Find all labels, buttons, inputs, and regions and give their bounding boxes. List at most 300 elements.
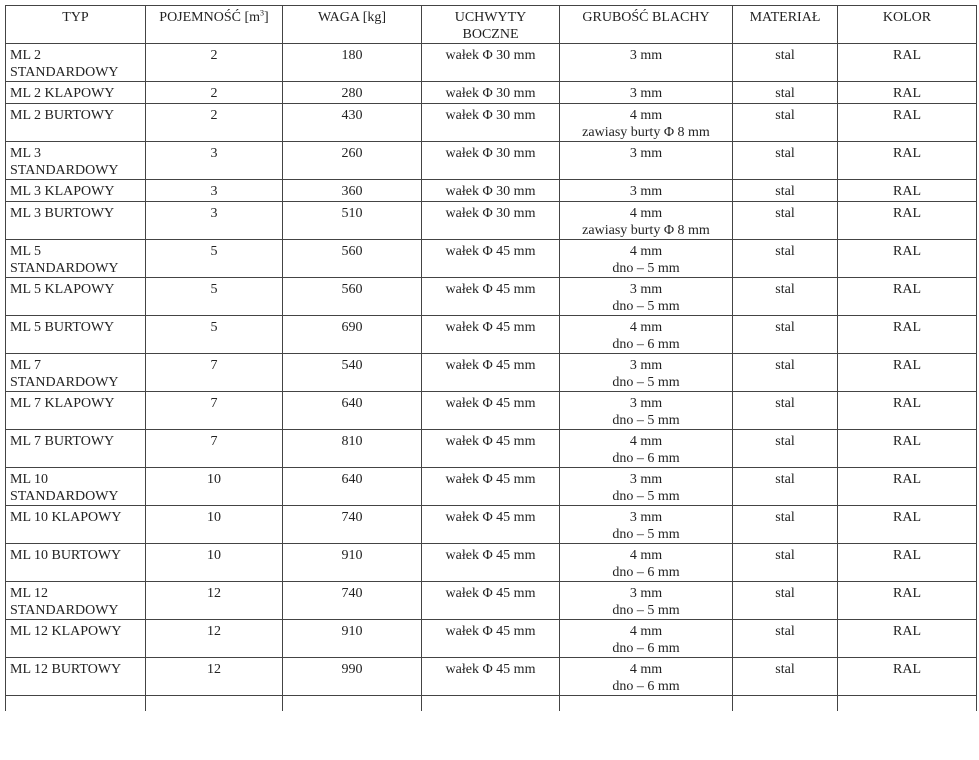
cell-typ-line1: ML 12 KLAPOWY <box>10 624 122 639</box>
cell-pojemnosc <box>146 506 283 544</box>
cell-pojemnosc-value: 2 <box>210 48 218 63</box>
cell-kolor-value: RAL <box>893 146 921 161</box>
table-row <box>6 620 977 658</box>
cell-waga <box>283 392 422 430</box>
cell-typ <box>6 104 146 142</box>
cell-grubosc-line2: dno – 6 mm <box>612 565 680 580</box>
cell-typ-line1: ML 7 <box>10 358 41 373</box>
cell-waga <box>283 202 422 240</box>
cell-pojemnosc-value: 12 <box>207 624 221 639</box>
cell-waga <box>283 180 422 202</box>
cell-typ-line1: ML 10 <box>10 472 48 487</box>
header-kolor: KOLOR <box>838 6 977 44</box>
cell-grubosc <box>560 468 733 506</box>
cell-pojemnosc <box>146 544 283 582</box>
cell-kolor <box>838 142 977 180</box>
cell-uchwyty <box>422 240 560 278</box>
cell-material-value: stal <box>775 206 795 221</box>
cell-kolor <box>838 658 977 696</box>
cell-grubosc-line2: dno – 6 mm <box>612 337 680 352</box>
cell-material <box>733 104 838 142</box>
cell-material-value: stal <box>775 548 795 563</box>
table-row <box>6 180 977 202</box>
cell-pojemnosc <box>146 620 283 658</box>
cell-typ <box>6 506 146 544</box>
cell-typ <box>6 658 146 696</box>
cell-grubosc-line2: dno – 5 mm <box>612 603 680 618</box>
cell-material <box>733 468 838 506</box>
cell-kolor <box>838 82 977 104</box>
cell-material <box>733 82 838 104</box>
cell-material <box>733 202 838 240</box>
table-body <box>6 44 977 712</box>
cell-uchwyty-value: wałek Φ 45 mm <box>445 282 536 297</box>
cell-pojemnosc-value: 2 <box>210 108 218 123</box>
cell-waga-value: 640 <box>341 396 363 411</box>
cell-kolor-value: RAL <box>893 358 921 373</box>
cell-grubosc-line1: 4 mm <box>629 624 663 639</box>
cell-pojemnosc <box>146 468 283 506</box>
cell-waga-value: 260 <box>341 146 363 161</box>
cell-uchwyty-value: wałek Φ 45 mm <box>445 396 536 411</box>
cell-typ <box>6 468 146 506</box>
cell-material <box>733 506 838 544</box>
cell-typ-line2: STANDARDOWY <box>10 65 119 80</box>
cell-typ <box>6 180 146 202</box>
cell-waga-value: 560 <box>341 282 363 297</box>
cell-material-value: stal <box>775 586 795 601</box>
header-pojemnosc <box>146 6 283 44</box>
cell-grubosc-line2: dno – 6 mm <box>612 451 680 466</box>
header-uchwyty-line1: UCHWYTY <box>454 10 527 25</box>
cell-uchwyty-value: wałek Φ 45 mm <box>445 548 536 563</box>
cell-typ-line1: ML 10 KLAPOWY <box>10 510 122 525</box>
cell-kolor <box>838 104 977 142</box>
cell-kolor-value: RAL <box>893 624 921 639</box>
cell-uchwyty <box>422 582 560 620</box>
cell-pojemnosc-value: 3 <box>210 184 218 199</box>
cell-pojemnosc <box>146 582 283 620</box>
cell-waga <box>283 278 422 316</box>
cell-empty <box>146 696 283 712</box>
cell-grubosc <box>560 202 733 240</box>
cell-uchwyty <box>422 316 560 354</box>
table-row-partial <box>6 696 977 712</box>
cell-uchwyty-value: wałek Φ 30 mm <box>445 48 536 63</box>
cell-uchwyty-value: wałek Φ 45 mm <box>445 586 536 601</box>
cell-typ-line1: ML 3 BURTOWY <box>10 206 115 221</box>
cell-grubosc-line1: 4 mm <box>629 662 663 677</box>
cell-uchwyty <box>422 430 560 468</box>
cell-grubosc-line2: zawiasy burty Φ 8 mm <box>582 223 710 238</box>
cell-waga-value: 510 <box>341 206 363 221</box>
cell-kolor <box>838 430 977 468</box>
cell-grubosc <box>560 392 733 430</box>
cell-typ-line1: ML 7 KLAPOWY <box>10 396 115 411</box>
cell-uchwyty-value: wałek Φ 45 mm <box>445 434 536 449</box>
cell-uchwyty <box>422 392 560 430</box>
cell-grubosc <box>560 544 733 582</box>
cell-kolor-value: RAL <box>893 48 921 63</box>
cell-pojemnosc <box>146 430 283 468</box>
cell-waga <box>283 240 422 278</box>
cell-typ-line2: STANDARDOWY <box>10 261 119 276</box>
cell-grubosc <box>560 44 733 82</box>
cell-kolor-value: RAL <box>893 396 921 411</box>
cell-empty <box>283 696 422 712</box>
table-row <box>6 658 977 696</box>
cell-kolor-value: RAL <box>893 108 921 123</box>
cell-empty <box>733 696 838 712</box>
cell-material <box>733 316 838 354</box>
cell-typ-line2: STANDARDOWY <box>10 489 119 504</box>
cell-grubosc-line2: dno – 5 mm <box>612 375 680 390</box>
cell-uchwyty <box>422 44 560 82</box>
cell-grubosc-line1: 3 mm <box>629 48 663 63</box>
cell-pojemnosc-value: 3 <box>210 206 218 221</box>
table-row <box>6 142 977 180</box>
cell-typ-line1: ML 2 KLAPOWY <box>10 86 115 101</box>
cell-typ <box>6 430 146 468</box>
cell-grubosc <box>560 180 733 202</box>
cell-grubosc-line2: dno – 5 mm <box>612 489 680 504</box>
header-uchwyty <box>422 6 560 44</box>
cell-waga-value: 280 <box>341 86 363 101</box>
cell-kolor-value: RAL <box>893 662 921 677</box>
header-pojemnosc-sup: 3 <box>260 8 265 18</box>
cell-material <box>733 544 838 582</box>
cell-typ-line1: ML 12 BURTOWY <box>10 662 122 677</box>
cell-grubosc-line2: dno – 6 mm <box>612 641 680 656</box>
cell-uchwyty-value: wałek Φ 45 mm <box>445 358 536 373</box>
cell-empty <box>560 696 733 712</box>
cell-uchwyty-value: wałek Φ 45 mm <box>445 320 536 335</box>
cell-empty <box>838 696 977 712</box>
cell-waga <box>283 44 422 82</box>
cell-typ <box>6 240 146 278</box>
cell-grubosc-line1: 3 mm <box>629 86 663 101</box>
header-row <box>6 6 977 44</box>
cell-material <box>733 620 838 658</box>
cell-kolor-value: RAL <box>893 320 921 335</box>
cell-waga <box>283 506 422 544</box>
cell-grubosc <box>560 104 733 142</box>
header-pojemnosc-end: ] <box>264 10 269 25</box>
cell-grubosc-line1: 4 mm <box>629 108 663 123</box>
cell-grubosc-line2: dno – 5 mm <box>612 261 680 276</box>
cell-typ-line1: ML 5 BURTOWY <box>10 320 115 335</box>
cell-grubosc <box>560 240 733 278</box>
cell-typ-line2: STANDARDOWY <box>10 163 119 178</box>
cell-pojemnosc <box>146 202 283 240</box>
cell-pojemnosc-value: 7 <box>210 396 218 411</box>
table-row <box>6 468 977 506</box>
cell-material <box>733 392 838 430</box>
cell-pojemnosc-value: 12 <box>207 586 221 601</box>
cell-pojemnosc <box>146 658 283 696</box>
cell-waga-value: 810 <box>341 434 363 449</box>
cell-uchwyty-value: wałek Φ 45 mm <box>445 624 536 639</box>
cell-typ-line1: ML 2 <box>10 48 41 63</box>
cell-grubosc-line1: 3 mm <box>629 586 663 601</box>
cell-pojemnosc <box>146 44 283 82</box>
cell-grubosc <box>560 430 733 468</box>
cell-pojemnosc-value: 7 <box>210 434 218 449</box>
cell-uchwyty-value: wałek Φ 45 mm <box>445 244 536 259</box>
cell-pojemnosc-value: 5 <box>210 320 218 335</box>
cell-typ <box>6 82 146 104</box>
cell-kolor-value: RAL <box>893 282 921 297</box>
cell-typ-line1: ML 10 BURTOWY <box>10 548 122 563</box>
cell-uchwyty <box>422 354 560 392</box>
cell-empty <box>6 696 146 712</box>
cell-pojemnosc-value: 7 <box>210 358 218 373</box>
cell-waga-value: 740 <box>341 510 363 525</box>
cell-material <box>733 44 838 82</box>
cell-kolor-value: RAL <box>893 586 921 601</box>
cell-typ <box>6 44 146 82</box>
table-row <box>6 392 977 430</box>
cell-grubosc-line2: dno – 5 mm <box>612 299 680 314</box>
cell-material <box>733 240 838 278</box>
cell-grubosc <box>560 506 733 544</box>
cell-grubosc-line1: 4 mm <box>629 320 663 335</box>
cell-grubosc <box>560 316 733 354</box>
cell-uchwyty <box>422 82 560 104</box>
cell-waga-value: 910 <box>341 624 363 639</box>
cell-waga-value: 690 <box>341 320 363 335</box>
cell-kolor <box>838 278 977 316</box>
table-row <box>6 430 977 468</box>
header-typ: TYP <box>6 6 146 44</box>
cell-material-value: stal <box>775 320 795 335</box>
cell-waga <box>283 82 422 104</box>
cell-pojemnosc-value: 10 <box>207 472 221 487</box>
cell-uchwyty <box>422 278 560 316</box>
cell-typ-line2: STANDARDOWY <box>10 375 119 390</box>
cell-kolor <box>838 44 977 82</box>
cell-pojemnosc-value: 10 <box>207 510 221 525</box>
cell-waga <box>283 582 422 620</box>
cell-waga <box>283 620 422 658</box>
cell-grubosc-line1: 3 mm <box>629 146 663 161</box>
cell-grubosc <box>560 582 733 620</box>
cell-grubosc-line2: dno – 6 mm <box>612 679 680 694</box>
table-row <box>6 506 977 544</box>
cell-empty <box>422 696 560 712</box>
cell-grubosc-line1: 4 mm <box>629 548 663 563</box>
cell-grubosc <box>560 658 733 696</box>
cell-waga-value: 180 <box>341 48 363 63</box>
cell-pojemnosc-value: 2 <box>210 86 218 101</box>
table-row <box>6 202 977 240</box>
cell-typ <box>6 354 146 392</box>
header-waga: WAGA [kg] <box>283 6 422 44</box>
cell-material-value: stal <box>775 184 795 199</box>
cell-material <box>733 142 838 180</box>
cell-kolor-value: RAL <box>893 184 921 199</box>
cell-grubosc-line1: 4 mm <box>629 434 663 449</box>
cell-grubosc-line1: 3 mm <box>629 396 663 411</box>
table-row <box>6 82 977 104</box>
cell-waga <box>283 658 422 696</box>
cell-kolor <box>838 582 977 620</box>
cell-waga <box>283 316 422 354</box>
cell-material-value: stal <box>775 86 795 101</box>
cell-kolor-value: RAL <box>893 86 921 101</box>
cell-pojemnosc <box>146 278 283 316</box>
spec-table <box>5 5 977 711</box>
cell-material-value: stal <box>775 48 795 63</box>
cell-waga-value: 560 <box>341 244 363 259</box>
cell-kolor <box>838 240 977 278</box>
table-row <box>6 582 977 620</box>
cell-pojemnosc-value: 10 <box>207 548 221 563</box>
cell-material <box>733 658 838 696</box>
cell-typ-line1: ML 5 <box>10 244 41 259</box>
table-row <box>6 544 977 582</box>
cell-typ-line1: ML 12 <box>10 586 48 601</box>
cell-kolor <box>838 468 977 506</box>
cell-uchwyty-value: wałek Φ 30 mm <box>445 108 536 123</box>
cell-material-value: stal <box>775 244 795 259</box>
cell-kolor <box>838 180 977 202</box>
cell-waga <box>283 354 422 392</box>
cell-typ <box>6 142 146 180</box>
cell-uchwyty <box>422 142 560 180</box>
cell-typ-line1: ML 5 KLAPOWY <box>10 282 115 297</box>
cell-pojemnosc-value: 5 <box>210 282 218 297</box>
cell-waga <box>283 142 422 180</box>
cell-grubosc-line1: 4 mm <box>629 206 663 221</box>
cell-grubosc-line1: 4 mm <box>629 244 663 259</box>
cell-uchwyty <box>422 180 560 202</box>
cell-grubosc-line1: 3 mm <box>629 184 663 199</box>
cell-grubosc <box>560 82 733 104</box>
cell-grubosc-line1: 3 mm <box>629 510 663 525</box>
cell-pojemnosc <box>146 104 283 142</box>
cell-kolor <box>838 202 977 240</box>
cell-uchwyty-value: wałek Φ 45 mm <box>445 662 536 677</box>
cell-pojemnosc <box>146 354 283 392</box>
cell-pojemnosc <box>146 82 283 104</box>
cell-waga-value: 360 <box>341 184 363 199</box>
cell-typ-line1: ML 2 BURTOWY <box>10 108 115 123</box>
cell-typ-line1: ML 3 KLAPOWY <box>10 184 115 199</box>
cell-pojemnosc <box>146 316 283 354</box>
cell-kolor-value: RAL <box>893 510 921 525</box>
cell-grubosc <box>560 354 733 392</box>
cell-waga-value: 990 <box>341 662 363 677</box>
cell-material-value: stal <box>775 662 795 677</box>
cell-typ <box>6 544 146 582</box>
cell-typ <box>6 392 146 430</box>
table-row <box>6 278 977 316</box>
cell-material-value: stal <box>775 472 795 487</box>
cell-waga-value: 430 <box>341 108 363 123</box>
cell-material-value: stal <box>775 510 795 525</box>
table-row <box>6 354 977 392</box>
header-material: MATERIAŁ <box>733 6 838 44</box>
cell-kolor-value: RAL <box>893 548 921 563</box>
cell-grubosc-line2: zawiasy burty Φ 8 mm <box>582 125 710 140</box>
cell-waga <box>283 430 422 468</box>
cell-uchwyty <box>422 202 560 240</box>
cell-kolor-value: RAL <box>893 434 921 449</box>
cell-uchwyty <box>422 468 560 506</box>
cell-waga <box>283 468 422 506</box>
cell-material <box>733 278 838 316</box>
cell-typ-line1: ML 3 <box>10 146 41 161</box>
cell-typ <box>6 620 146 658</box>
cell-kolor <box>838 620 977 658</box>
cell-grubosc-line2: dno – 5 mm <box>612 413 680 428</box>
header-uchwyty-line2: BOCZNE <box>462 27 519 42</box>
cell-uchwyty-value: wałek Φ 30 mm <box>445 86 536 101</box>
cell-kolor <box>838 506 977 544</box>
cell-material-value: stal <box>775 108 795 123</box>
cell-uchwyty <box>422 104 560 142</box>
cell-uchwyty <box>422 506 560 544</box>
cell-typ <box>6 316 146 354</box>
cell-grubosc <box>560 620 733 658</box>
cell-material-value: stal <box>775 396 795 411</box>
cell-waga-value: 740 <box>341 586 363 601</box>
cell-material-value: stal <box>775 282 795 297</box>
cell-waga-value: 640 <box>341 472 363 487</box>
cell-pojemnosc <box>146 392 283 430</box>
cell-pojemnosc <box>146 240 283 278</box>
cell-typ-line2: STANDARDOWY <box>10 603 119 618</box>
cell-material <box>733 582 838 620</box>
table-row <box>6 44 977 82</box>
cell-uchwyty-value: wałek Φ 30 mm <box>445 206 536 221</box>
cell-kolor <box>838 544 977 582</box>
cell-uchwyty <box>422 658 560 696</box>
header-grubosc: GRUBOŚĆ BLACHY <box>560 6 733 44</box>
table-row <box>6 240 977 278</box>
cell-uchwyty-value: wałek Φ 45 mm <box>445 472 536 487</box>
cell-uchwyty-value: wałek Φ 30 mm <box>445 184 536 199</box>
cell-material-value: stal <box>775 624 795 639</box>
cell-material-value: stal <box>775 434 795 449</box>
cell-kolor-value: RAL <box>893 244 921 259</box>
cell-pojemnosc <box>146 180 283 202</box>
cell-material <box>733 354 838 392</box>
cell-material <box>733 430 838 468</box>
cell-grubosc-line1: 3 mm <box>629 358 663 373</box>
cell-kolor-value: RAL <box>893 472 921 487</box>
cell-typ <box>6 278 146 316</box>
cell-uchwyty <box>422 620 560 658</box>
cell-grubosc-line2: dno – 5 mm <box>612 527 680 542</box>
cell-typ-line1: ML 7 BURTOWY <box>10 434 115 449</box>
cell-grubosc-line1: 3 mm <box>629 282 663 297</box>
cell-kolor <box>838 392 977 430</box>
cell-grubosc <box>560 142 733 180</box>
cell-grubosc <box>560 278 733 316</box>
cell-waga-value: 910 <box>341 548 363 563</box>
cell-grubosc-line1: 3 mm <box>629 472 663 487</box>
cell-pojemnosc-value: 12 <box>207 662 221 677</box>
cell-kolor <box>838 316 977 354</box>
cell-kolor <box>838 354 977 392</box>
cell-material-value: stal <box>775 358 795 373</box>
cell-typ <box>6 582 146 620</box>
cell-pojemnosc <box>146 142 283 180</box>
cell-waga-value: 540 <box>341 358 363 373</box>
cell-uchwyty-value: wałek Φ 45 mm <box>445 510 536 525</box>
